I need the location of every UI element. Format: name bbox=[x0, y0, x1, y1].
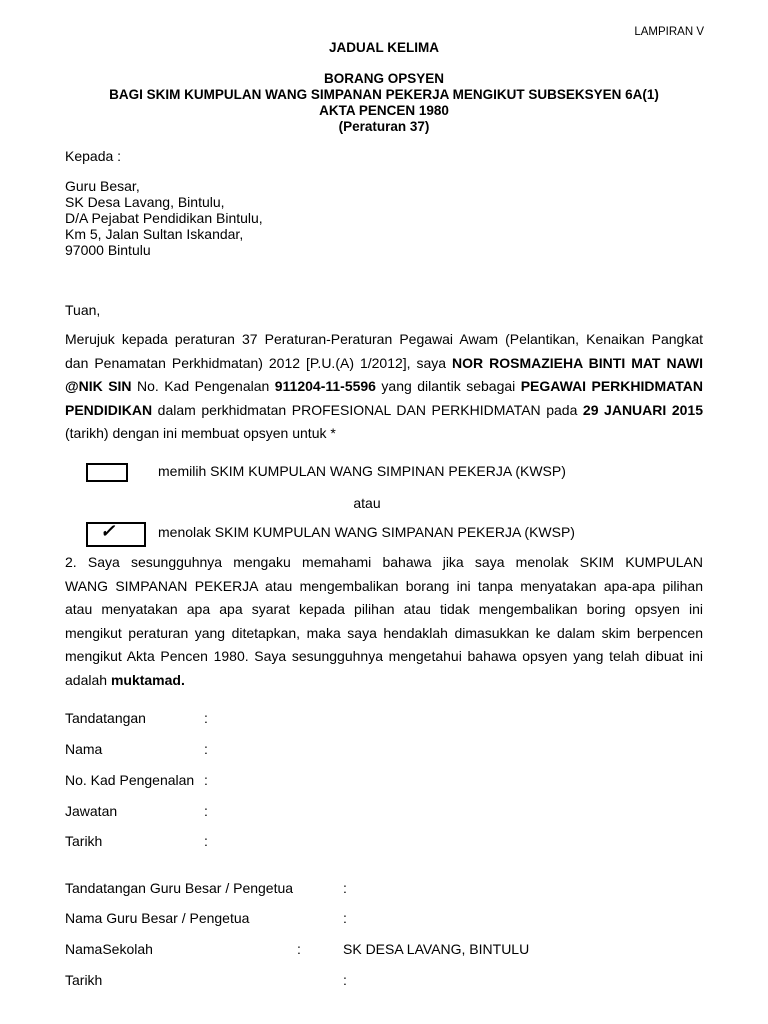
form-regulation: (Peraturan 37) bbox=[338, 119, 430, 134]
form-schedule-title: JADUAL KELIMA bbox=[328, 40, 439, 55]
option-2-checkbox[interactable] bbox=[86, 522, 146, 547]
field-colon: : bbox=[343, 910, 347, 926]
field-colon: : bbox=[343, 880, 347, 896]
paragraph-line: mengikut peraturan yang ditetapkan, maka saya hendaklah dimasukkan ke dalam skim berpencen bbox=[65, 624, 703, 641]
field-label: Tandatangan bbox=[65, 710, 146, 726]
position-title: PEGAWAI PERKHIDMATAN bbox=[520, 378, 703, 394]
field-colon: : bbox=[204, 772, 208, 788]
field-label: Nama Guru Besar / Pengetua bbox=[65, 910, 250, 926]
field-label: No. Kad Pengenalan bbox=[65, 772, 195, 788]
paragraph-line: Merujuk kepada peraturan 37 Peraturan-Peraturan Pegawai Awam (Pelantikan, Kenaikan Pangkat bbox=[65, 331, 703, 347]
recipient-address bbox=[65, 178, 263, 258]
option-2-label: menolak SKIM KUMPULAN WANG SIMPANAN PEKERJA (KWSP) bbox=[158, 524, 575, 540]
field-colon: : bbox=[297, 941, 301, 957]
paragraph-line: WANG SIMPANAN PEKERJA atau mengembalikan borang ini tanpa menyatakan apa-apa pilihan bbox=[65, 577, 703, 594]
address-line: Km 5, Jalan Sultan Iskandar, bbox=[65, 226, 244, 242]
field-label: Nama bbox=[65, 741, 103, 757]
school-name-value: SK DESA LAVANG, BINTULU bbox=[343, 941, 530, 957]
position-title-cont: PENDIDIKAN bbox=[65, 401, 153, 418]
field-label: Jawatan bbox=[65, 803, 118, 819]
option-1-checkbox[interactable] bbox=[86, 463, 128, 482]
applicant-name: NOR ROSMAZIEHA BINTI MAT NAWI bbox=[452, 354, 703, 371]
paragraph-line: 2. Saya sesungguhnya mengaku memahami bahawa jika saya menolak SKIM KUMPULAN bbox=[65, 554, 703, 570]
form-subtitle: BAGI SKIM KUMPULAN WANG SIMPANAN PEKERJA MENGIKUT SUBSEKSYEN 6A(1) bbox=[109, 87, 659, 102]
field-colon: : bbox=[204, 710, 208, 726]
field-label: Tandatangan Guru Besar / Pengetua bbox=[65, 880, 294, 896]
paragraph-line: PENDIDIKAN dalam perkhidmatan PROFESIONAL DAN PERKHIDMATAN pada 29 JANUARI 2015 bbox=[65, 401, 703, 418]
checkmark-icon: ✓ bbox=[100, 521, 116, 541]
atau-label: atau bbox=[353, 495, 381, 511]
address-line: Guru Besar, bbox=[65, 178, 140, 194]
field-colon: : bbox=[204, 741, 208, 757]
field-label: Tarikh bbox=[65, 972, 103, 988]
form-title: BORANG OPSYEN bbox=[323, 71, 445, 86]
paragraph-line: dan Penamatan Perkhidmatan) 2012 [P.U.(A) 1/2012], saya NOR ROSMAZIEHA BINTI MAT NAWI bbox=[65, 354, 703, 371]
paragraph-line: mengikut Akta Pencen 1980. Saya sesungguhnya mengetahui bahawa opsyen yang telah dibuat ini bbox=[65, 648, 703, 664]
applicant-name-cont: @NIK SIN bbox=[65, 378, 132, 394]
salutation: Tuan, bbox=[65, 302, 101, 318]
option-1-label: memilih SKIM KUMPULAN WANG SIMPINAN PEKERJA (KWSP) bbox=[158, 463, 566, 479]
field-label: NamaSekolah bbox=[65, 941, 153, 957]
paragraph-line: @NIK SIN No. Kad Pengenalan 911204-11-5596 yang dilantik sebagai PEGAWAI PERKHIDMATAN bbox=[65, 378, 703, 394]
ic-number: 911204-11-5596 bbox=[274, 378, 376, 394]
paragraph-2 bbox=[65, 551, 703, 692]
address-line: D/A Pejabat Pendidikan Bintulu, bbox=[65, 210, 263, 226]
form-act: AKTA PENCEN 1980 bbox=[319, 103, 449, 118]
field-colon: : bbox=[343, 972, 347, 988]
muktamad-text: muktamad. bbox=[110, 671, 185, 688]
lampiran-label: LAMPIRAN V bbox=[634, 26, 704, 38]
paragraph-line: (tarikh) dengan ini membuat opsyen untuk * bbox=[65, 425, 336, 441]
address-line: 97000 Bintulu bbox=[65, 242, 151, 258]
paragraph-line: atau menyatakan apa apa syarat kepada pilihan atau tidak mengembalikan boring opsyen ini bbox=[65, 601, 703, 617]
paragraph-line: adalah muktamad. bbox=[65, 671, 185, 688]
field-colon: : bbox=[204, 833, 208, 849]
paragraph-1 bbox=[65, 328, 703, 446]
kepada-label: Kepada : bbox=[65, 148, 122, 164]
field-label: Tarikh bbox=[65, 833, 103, 849]
appointment-date: 29 JANUARI 2015 bbox=[582, 401, 703, 418]
field-colon: : bbox=[204, 803, 208, 819]
address-line: SK Desa Lavang, Bintulu, bbox=[65, 194, 225, 210]
